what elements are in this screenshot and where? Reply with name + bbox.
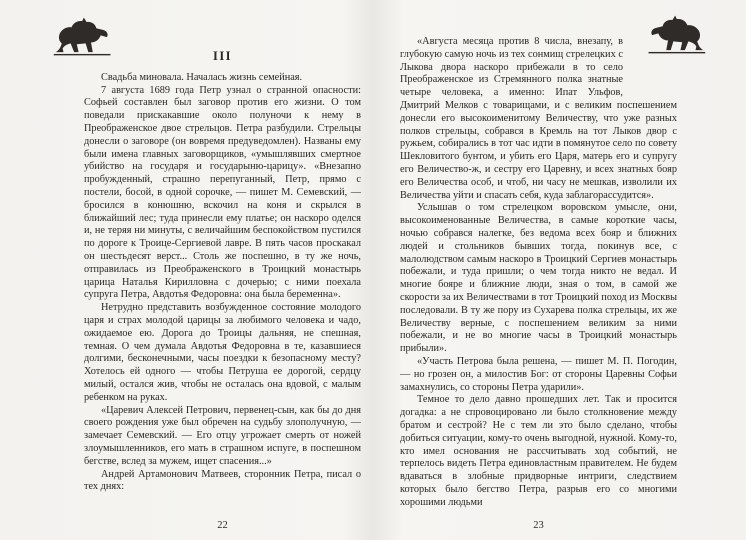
paragraph: Свадьба миновала. Началась жизнь семейная. [101, 71, 303, 83]
paragraph: «Августа месяца против 8 числа, внезапу, в глубокую самую ночь из тех сонмищ стрелецких с Лыкова двора наскоро прибежали в то село Преображенское из Стремянного полка знатные четыре человека, а именно: Ипат Ульфов, Дмитрий Мелков с товарищами, и с великим поспешением донесли его высокоименитому Величеству, что уже разных полков стрельцы, собрався в Кремль на тот Лыков двор с ружьем, собирались в тот час идти в помянутое село по совету Шекловитого бунтом, и убить его Царя, матерь его и супругу его Величество-ж, и сестру его Царевну, и всех знатных бояр его Величества особ, и чтоб, ни часу не мешкав, изволили их Величества уйти и спасать себя, куда заблагорассудится». [400, 36, 677, 201]
paragraph: Темное то дело давно прошедших лет. Так и просится догадка: а не спровоцировано ли было столкновение между братом и сестрой? Не с тем ли это было сделано, чтобы добиться ситуации, кому-то очень выгодной, нужной. Кому-то, кто имел основания не рассчитывать ход событий, не терпелось видеть Петра единовластным правителем. Не будем вдаваться в злобные придворные интриги, следствием которых было бегство Петра, разрыв его со многими хорошими людьми [400, 394, 677, 508]
paragraph: «Участь Петрова была решена, — пишет М. П. Погодин, — но грозен он, а милостив Бог: от стороны Царевны Софьи замахнулись, со стороны Петра ударили». [400, 355, 677, 393]
paragraph: Нетрудно представить возбужденное состояние молодого царя и страх молодой царицы за любимого человека и чадо, ожидаемое ею. Дорога до Троицы дальняя, не спешная, темная. О чем думала Авдотья Федоровна в те, казавшиеся долгими, бесконечными, часы поездки к безопасному месту? Хотелось ей одного — чтобы Петруша ее дорогой, сердцу милый, остался жив, чтобы не осталась она вдовой, с малым ребенком на руках. [84, 302, 361, 403]
ornament-wrap-spacer [623, 36, 677, 88]
paragraph: Услышав о том стрелецком воровском умысле, они, высокоименованные Величества, в самые короткие часы, ночью собрався налегке, без ведома всех бояр и ближних людей и стольников бывших тогда, покинув все, с малолюдством самым наскоро в Троицкий Сергиев монастырь побежали, и туда пришли; о чем тогда никто не ведал. И многие бояре и ближние люди, зная о том, в самой же скорости за их Величествами в тот Троицкий поход из Москвы последовали. В ту же пору из Сухарева полка стрельцы, их же Величеству верные, с поспешением великим за ними побежали, и не во многие часы в Троицкий монастырь прибыли». [400, 202, 677, 355]
paragraph: «Царевич Алексей Петрович, первенец-сын, как бы до дня своего рождения уже был обречен на судьбу злополучную, — замечает Семевский. — Его отцу угрожает смерть от ножей злоумышленников, его мать в страшном испуге, в поспешном бегстве, вслед за мужем, ищет спасения...» [84, 404, 361, 467]
chapter-heading: III [212, 50, 233, 63]
page-number-right: 23 [533, 520, 544, 531]
right-page [373, 0, 746, 540]
right-page-text [400, 36, 677, 516]
paragraph: Андрей Артамонович Матвеев, сторонник Петра, писал о тех днях: [84, 468, 361, 493]
page-number-left: 22 [217, 520, 228, 531]
paragraph: 7 августа 1689 года Петр узнал о странной опасности: Софьей составлен был заговор против его жизни. О том поведали прискакавшие около полуночи к нему в Преображенское двое стрельцов. Петра разбудили. Стрельцы донесли о заговоре (он вовремя предуведомлен). Названы ему были имена главных заговорщиков, «умышлявших смертное убийство на государя и государыню-царицу». «Внезапно пробужденный, страшно перепуганный, Петр, прямо с постели, босой, в одной сорочке, — пишет М. Семевский, — бросился в конюшню, вскочил на коня и скрылся в ближайший лес; туда принесли ему платье; он наскоро оделся и, не теряя ни минуты, с величайшим беспокойством пустился по дороге к Троице-Сергиевой лавре. В пять часов проскакал он шестьдесят верст... Столь же поспешно, в ту же ночь, отправилась из Преображенского в Троицкий монастырь царица Наталья Кирилловна с дочерью; с ними поехала супруга Петра, Авдотья Федоровна: она была беременна». [84, 84, 361, 301]
left-page-text [84, 50, 361, 518]
